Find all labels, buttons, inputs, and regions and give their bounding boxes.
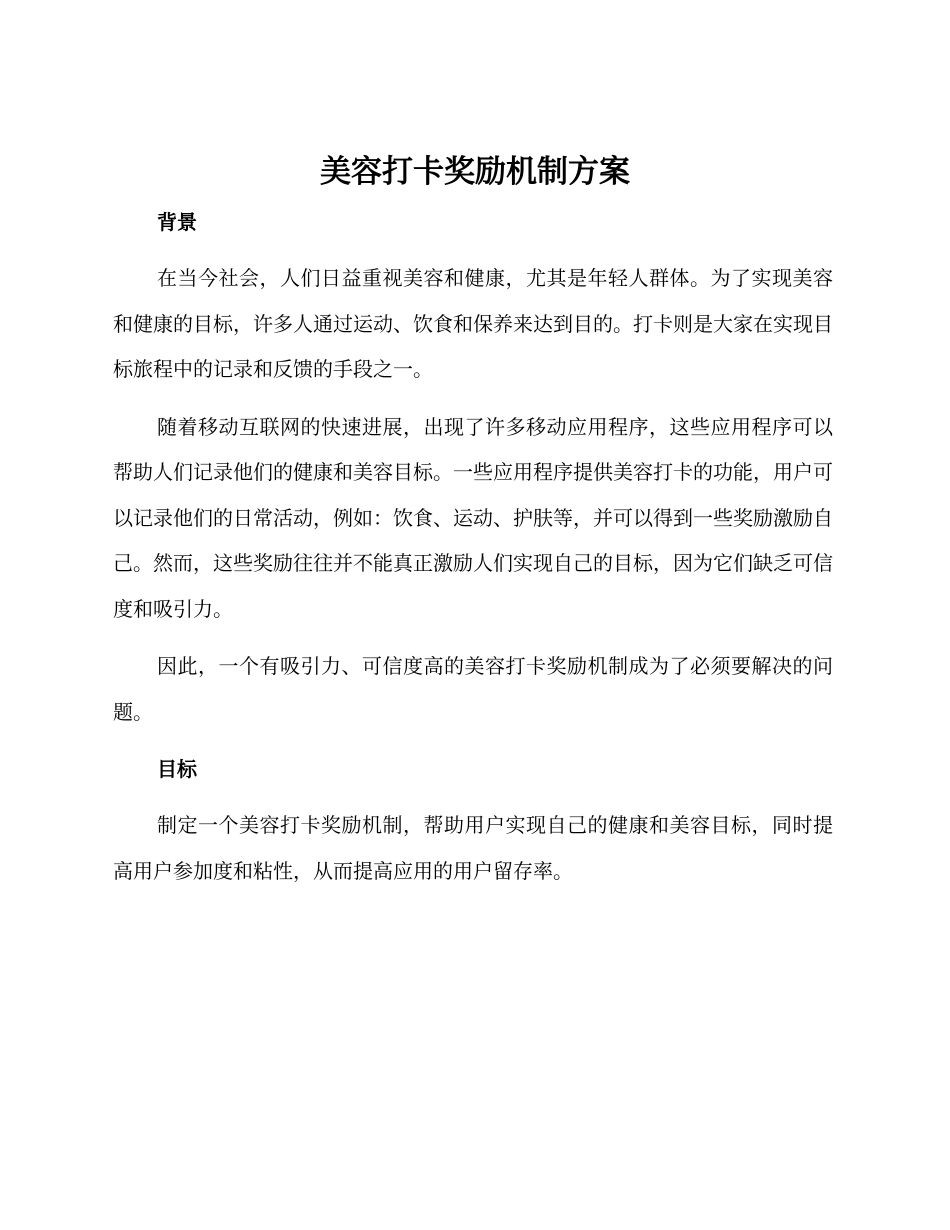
document-body (113, 200, 833, 894)
paragraph: 随着移动互联网的快速进展，出现了许多移动应用程序，这些应用程序可以帮助人们记录他们的健康和美容目标。一些应用程序提供美容打卡的功能，用户可以记录他们的日常活动，例如：饮食、运动、护肤等，并可以得到一些奖励激励自己。然而，这些奖励往往并不能真正激励人们实现自己的目标，因为它们缺乏可信度和吸引力。 (113, 414, 833, 621)
paragraph: 在当今社会，人们日益重视美容和健康，尤其是年轻人群体。为了实现美容和健康的目标，许多人通过运动、饮食和保养来达到目的。打卡则是大家在实现目标旅程中的记录和反馈的手段之一。 (113, 266, 833, 381)
document-title: 美容打卡奖励机制方案 (320, 154, 630, 190)
section-background (113, 200, 833, 735)
paragraph: 制定一个美容打卡奖励机制，帮助用户实现自己的健康和美容目标，同时提高用户参加度和粘性，从而提高应用的用户留存率。 (113, 813, 833, 883)
section-goal (113, 747, 833, 894)
section-heading-goal: 目标 (157, 757, 197, 781)
paragraph: 因此，一个有吸引力、可信度高的美容打卡奖励机制成为了必须要解决的问题。 (113, 654, 833, 724)
section-heading-background: 背景 (157, 210, 197, 234)
